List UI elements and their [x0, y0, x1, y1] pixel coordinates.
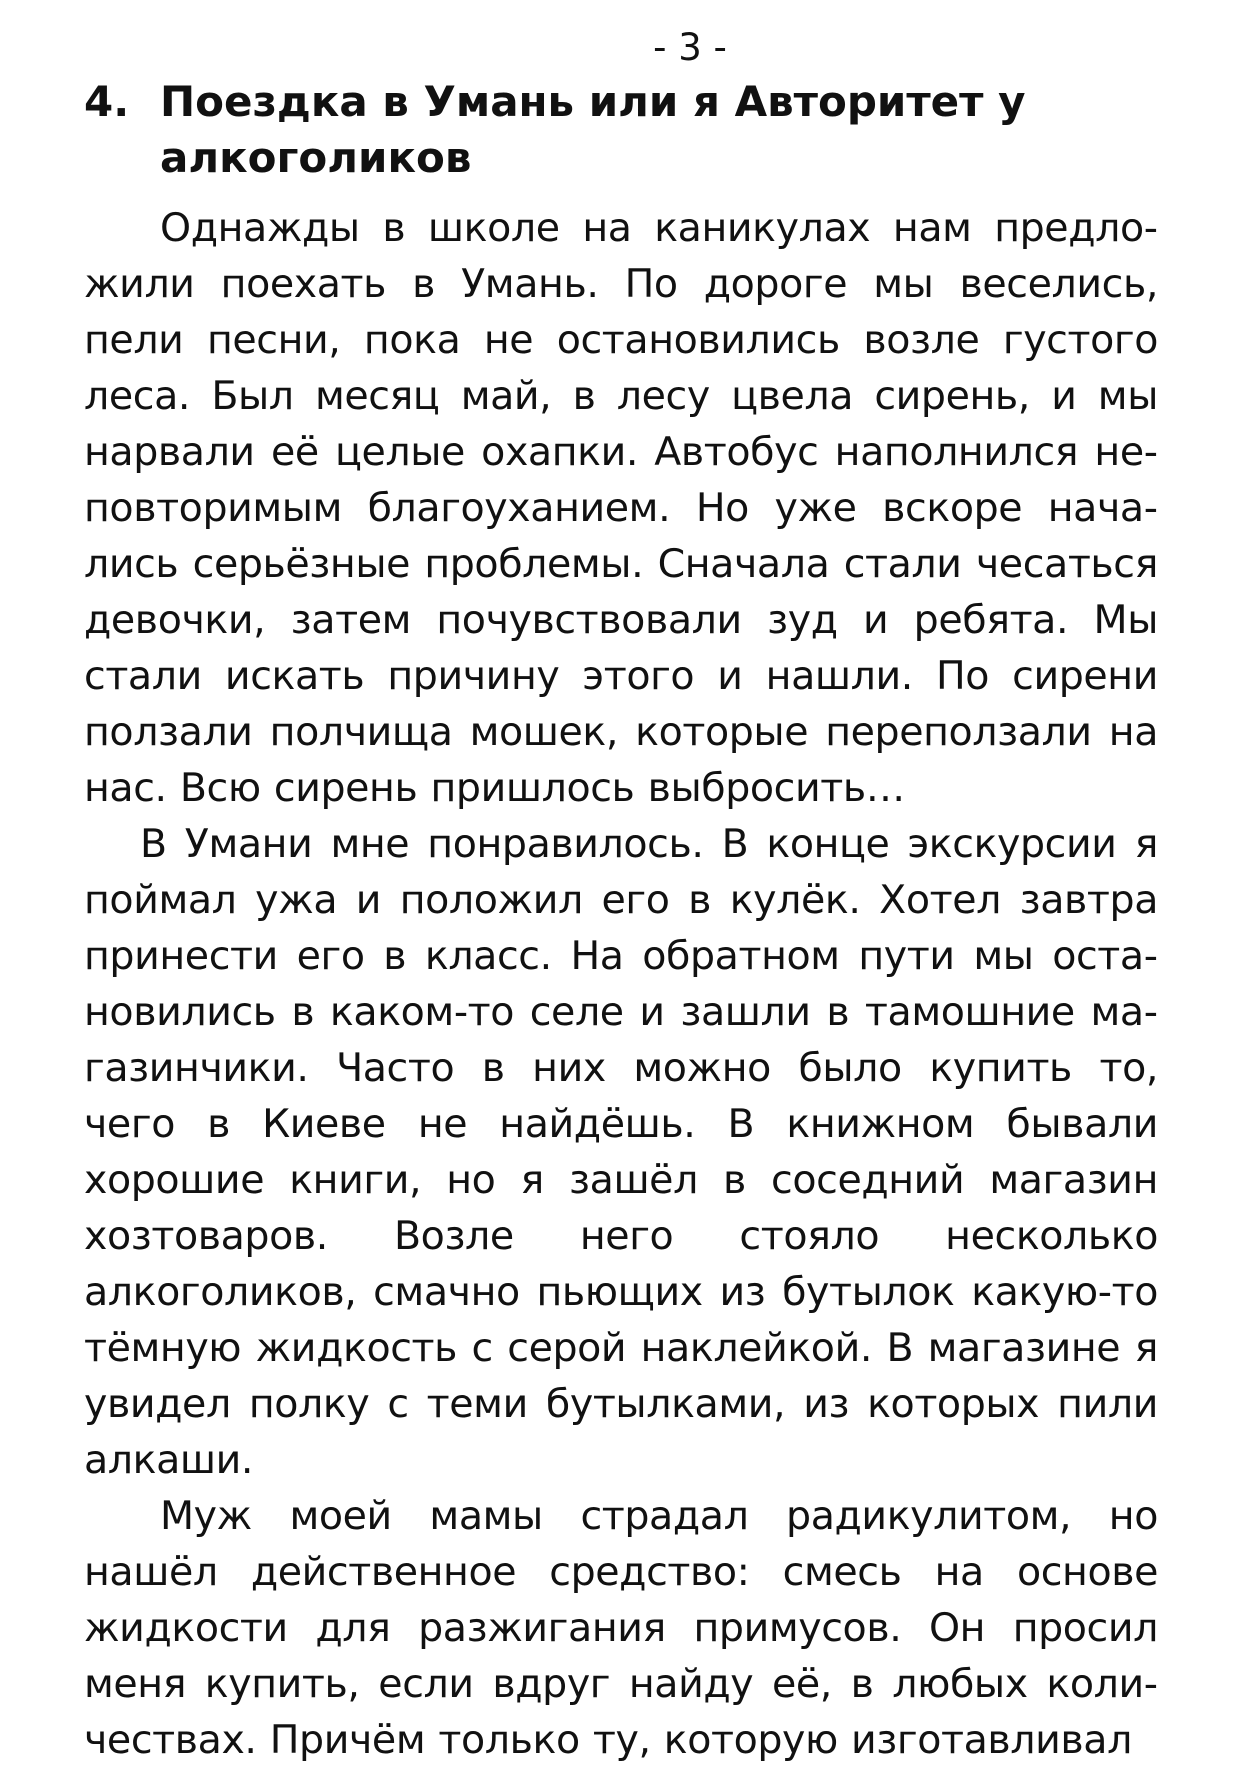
paragraph-2: В Умани мне понравилось. В конце экскурсии я поймал ужа и положил его в кулёк. Хотел завтра принести его в класс. На обратном пути мы остановились в каком-то селе и зашли в тамошние магазинчики. Часто в них можно было купить то, чего в Киеве не найдёшь. В книжном бывали хорошие книги, но я зашёл в соседний магазин хозтоваров. Возле него стояло несколько алкоголиков, смачно пьющих из бутылок какую-то тёмную жидкость с серой наклейкой. В магазине я увидел полку с теми бутылками, из которых пили алкаши. — [84, 821, 1158, 1483]
chapter-number: 4. — [84, 77, 130, 126]
paragraph-3: Муж моей мамы страдал радикулитом, но нашёл действенное средство: смесь на основе жидкости для разжигания примусов. Он просил меня купить, если вдруг найду её, в любых количествах. Причём только ту, которую изготавливал — [84, 1493, 1158, 1763]
chapter-heading — [84, 74, 1164, 186]
paragraph-1: Однажды в школе на каникулах нам предложили поехать в Умань. По дороге мы веселись, пели песни, пока не остановились возле густого леса. Был месяц май, в лесу цвела сирень, и мы нарвали её целые охапки. Автобус наполнился неповторимым благоуханием. Но уже вскоре начались серьёзные проблемы. Сначала стали чесаться девочки, затем почувствовали зуд и ребята. Мы стали искать причину этого и нашли. По сирени ползали полчища мошек, которые переползали на нас. Всю сирень пришлось выбросить… — [84, 205, 1158, 811]
page-number: - 3 - — [653, 26, 727, 69]
body-text — [84, 200, 1158, 1768]
chapter-title: Поездка в Умань или я Авторитет у алкоголиков — [160, 77, 1026, 182]
